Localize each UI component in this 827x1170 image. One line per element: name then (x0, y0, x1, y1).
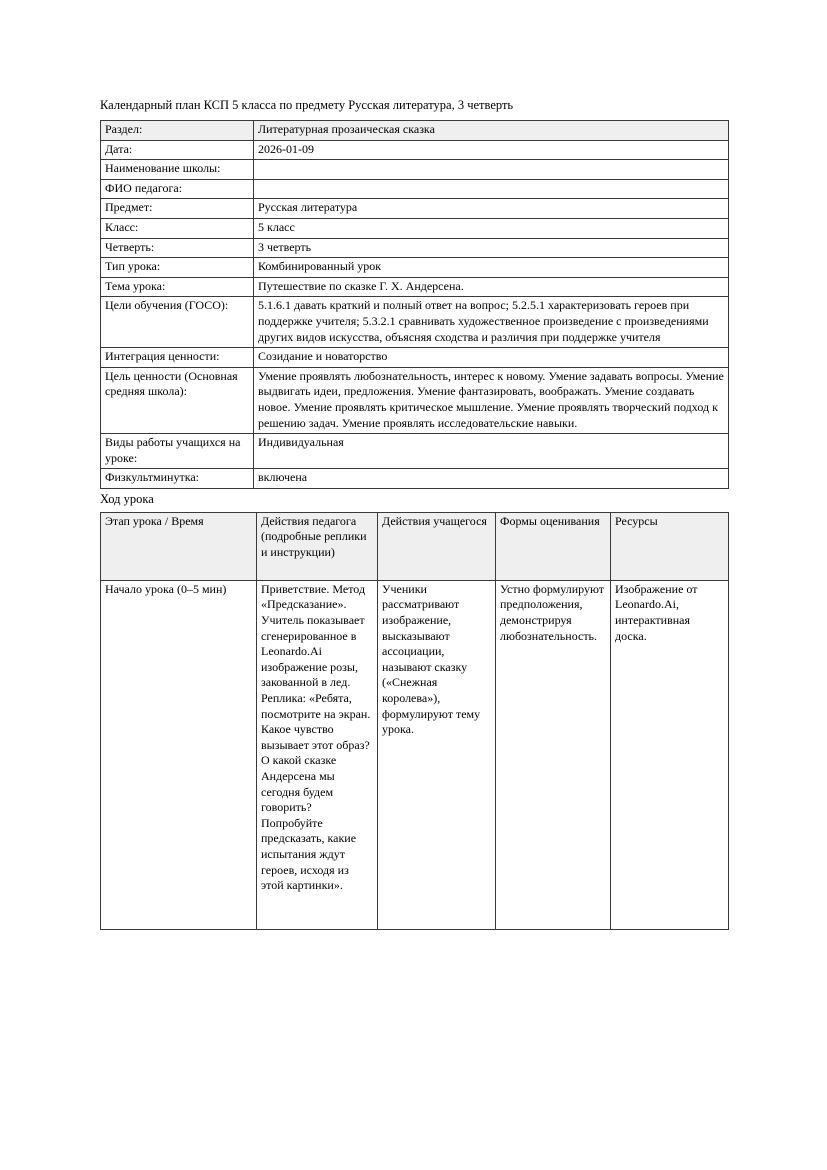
info-row-label: Наименование школы: (101, 160, 254, 180)
lesson-flow-table-body (101, 580, 729, 929)
info-row-label: Класс: (101, 218, 254, 238)
info-row-value (254, 179, 729, 199)
info-row-value: 2026-01-09 (254, 140, 729, 160)
info-row-value: 5.1.6.1 давать краткий и полный ответ на вопрос; 5.2.5.1 характеризовать героев при поддержке учителя; 5.3.2.1 сравнивать художественное произведение с произведениями других видов искусства, объясняя сходства и различия при поддержке учителя (254, 297, 729, 348)
flow-teacher-cell: Приветствие. Метод «Предсказание». Учитель показывает сгенерированное в Leonardo.Ai изображение розы, закованной в лед. Реплика: «Ребята, посмотрите на экран. Какое чувство вызывает этот образ? О какой сказке Андерсена мы сегодня будем говорить? Попробуйте предсказать, какие испытания ждут героев, исходя из этой картинки». (257, 580, 378, 929)
table-row (101, 179, 729, 199)
flow-column-header: Действия учащегося (378, 512, 496, 580)
info-row-label: Четверть: (101, 238, 254, 258)
flow-header-row (101, 512, 729, 580)
info-row-value: Литературная прозаическая сказка (254, 121, 729, 141)
info-row-value: Комбинированный урок (254, 258, 729, 278)
lesson-info-table (100, 120, 729, 489)
flow-stage-cell: Начало урока (0–5 мин) (101, 580, 257, 929)
flow-resources-cell: Изображение от Leonardo.Ai, интерактивная доска. (611, 580, 729, 929)
table-row (101, 238, 729, 258)
info-row-value: Путешествие по сказке Г. Х. Андерсена. (254, 277, 729, 297)
document-content (100, 97, 728, 930)
info-row-label: Цели обучения (ГОСО): (101, 297, 254, 348)
info-row-label: ФИО педагога: (101, 179, 254, 199)
info-row-value: Русская литература (254, 199, 729, 219)
table-row (101, 140, 729, 160)
table-row (101, 297, 729, 348)
info-row-label: Дата: (101, 140, 254, 160)
lesson-flow-heading: Ход урока (100, 491, 154, 506)
info-row-label: Раздел: (101, 121, 254, 141)
lesson-info-table-body (101, 121, 729, 489)
info-row-label: Виды работы учащихся на уроке: (101, 434, 254, 469)
info-row-value: 3 четверть (254, 238, 729, 258)
page-title: Календарный план КСП 5 класса по предмету Русская литература, 3 четверть (100, 98, 514, 112)
flow-column-header: Ресурсы (611, 512, 729, 580)
flow-column-header: Этап урока / Время (101, 512, 257, 580)
table-row (101, 258, 729, 278)
table-row (101, 469, 729, 489)
flow-student-cell: Ученики рассматривают изображение, высказывают ассоциации, называют сказку («Снежная королева»), формулируют тему урока. (378, 580, 496, 929)
info-row-label: Предмет: (101, 199, 254, 219)
lesson-flow-table (100, 512, 729, 930)
info-row-value: Созидание и новаторство (254, 348, 729, 368)
table-row (101, 218, 729, 238)
table-row (101, 121, 729, 141)
table-row (101, 434, 729, 469)
table-row (101, 580, 729, 929)
info-row-value: 5 класс (254, 218, 729, 238)
info-row-label: Тема урока: (101, 277, 254, 297)
info-row-label: Тип урока: (101, 258, 254, 278)
info-row-label: Интеграция ценности: (101, 348, 254, 368)
info-row-value: Умение проявлять любознательность, интерес к новому. Умение задавать вопросы. Умение выдвигать идеи, предложения. Умение фантазировать, воображать. Умение создавать новое. Умение проявлять критическое мышление. Умение проявлять творческий подход к решению задач. Умение проявлять исследовательские навыки. (254, 367, 729, 433)
table-row (101, 199, 729, 219)
info-row-value: включена (254, 469, 729, 489)
flow-column-header: Действия педагога (подробные реплики и инструкции) (257, 512, 378, 580)
lesson-flow-table-head (101, 512, 729, 580)
table-row (101, 348, 729, 368)
flow-column-header: Формы оценивания (496, 512, 611, 580)
table-row (101, 160, 729, 180)
table-row (101, 277, 729, 297)
info-row-value: Индивидуальная (254, 434, 729, 469)
info-row-label: Физкультминутка: (101, 469, 254, 489)
info-row-label: Цель ценности (Основная средняя школа): (101, 367, 254, 433)
info-row-value (254, 160, 729, 180)
table-row (101, 367, 729, 433)
flow-assessment-cell: Устно формулируют предположения, демонстрируя любознательность. (496, 580, 611, 929)
